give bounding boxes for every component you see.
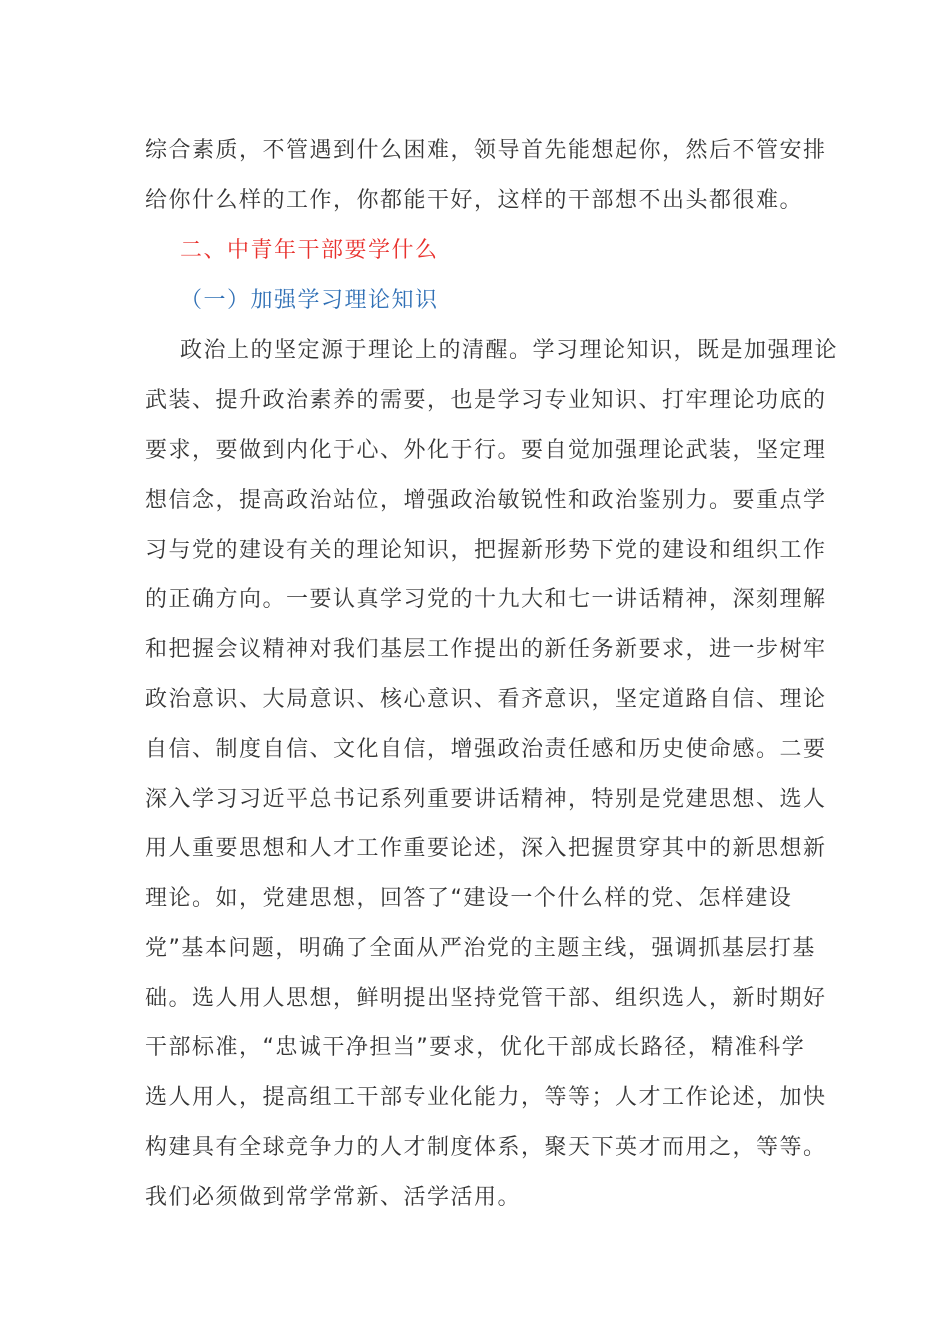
body-line: 想信念，提高政治站位，增强政治敏锐性和政治鉴别力。要重点学 bbox=[145, 488, 827, 513]
body-line: 的正确方向。一要认真学习党的十九大和七一讲话精神，深刻理解 bbox=[145, 587, 827, 612]
body-line: 政治意识、大局意识、核心意识、看齐意识，坚定道路自信、理论 bbox=[145, 687, 827, 712]
subsection-heading: （一）加强学习理论知识 bbox=[180, 288, 439, 313]
body-line: 用人重要思想和人才工作重要论述，深入把握贯穿其中的新思想新 bbox=[145, 836, 827, 861]
body-line: 要求，要做到内化于心、外化于行。要自觉加强理论武装，坚定理 bbox=[145, 438, 827, 463]
section-heading: 二、中青年干部要学什么 bbox=[180, 238, 439, 263]
body-line: 武装、提升政治素养的需要，也是学习专业知识、打牢理论功底的 bbox=[145, 388, 827, 413]
body-line: 理论。如，党建思想，回答了“建设一个什么样的党、怎样建设 bbox=[145, 886, 793, 911]
body-line: 选人用人，提高组工干部专业化能力，等等；人才工作论述，加快 bbox=[145, 1085, 827, 1110]
body-line: 干部标准，“忠诚干净担当”要求，优化干部成长路径，精准科学 bbox=[145, 1035, 806, 1060]
body-line: 构建具有全球竞争力的人才制度体系，聚天下英才而用之，等等。 bbox=[145, 1135, 827, 1160]
body-line: 和把握会议精神对我们基层工作提出的新任务新要求，进一步树牢 bbox=[145, 637, 827, 662]
body-line: 习与党的建设有关的理论知识，把握新形势下党的建设和组织工作 bbox=[145, 538, 827, 563]
body-line: 自信、制度自信、文化自信，增强政治责任感和历史使命感。二要 bbox=[145, 737, 827, 762]
intro-line: 综合素质，不管遇到什么困难，领导首先能想起你，然后不管安排 bbox=[145, 138, 827, 163]
body-line: 我们必须做到常学常新、活学活用。 bbox=[145, 1185, 522, 1210]
body-line: 深入学习习近平总书记系列重要讲话精神，特别是党建思想、选人 bbox=[145, 787, 827, 812]
body-line: 政治上的坚定源于理论上的清醒。学习理论知识，既是加强理论 bbox=[180, 338, 839, 363]
intro-line: 给你什么样的工作，你都能干好，这样的干部想不出头都很难。 bbox=[145, 188, 804, 213]
body-line: 党”基本问题，明确了全面从严治党的主题主线，强调抓基层打基 bbox=[145, 936, 816, 961]
body-line: 础。选人用人思想，鲜明提出坚持党管干部、组织选人，新时期好 bbox=[145, 986, 827, 1011]
